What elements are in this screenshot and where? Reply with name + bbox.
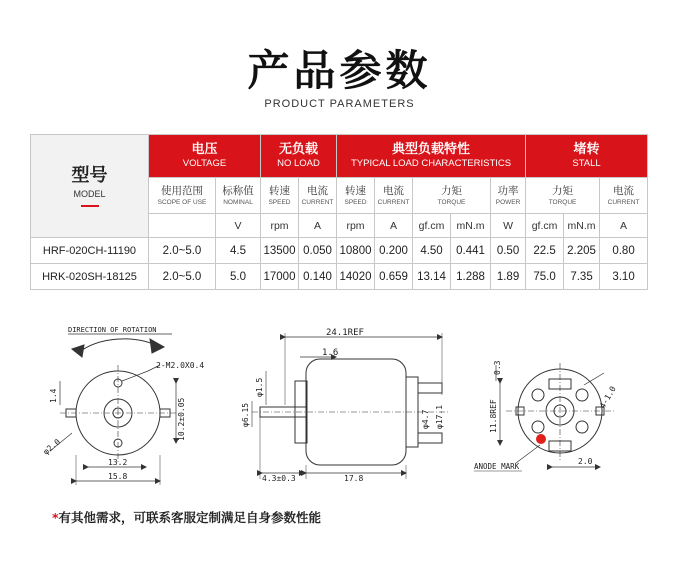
typical-load-header — [337, 135, 526, 178]
table-cell: 0.140 — [299, 264, 337, 290]
terminal-bottom — [418, 433, 442, 443]
table-cell: 2.0~5.0 — [149, 238, 216, 264]
dim-0-3: 0.3 — [493, 360, 502, 375]
dim-phi1-5: φ1.5 — [255, 377, 264, 397]
sub-header-torque — [413, 178, 491, 214]
dim-phi2: φ2.0 — [41, 437, 63, 457]
dim-phi4-7: φ4.7 — [421, 409, 430, 429]
terminal-top — [418, 383, 442, 393]
unit-cell: V — [216, 214, 261, 238]
no-load-header-en: NO LOAD — [277, 158, 320, 169]
model-header-cell — [31, 135, 149, 238]
note-text: 有其他需求，可联系客服定制满足自身参数性能 — [58, 510, 322, 525]
stall-header-cn: 堵转 — [573, 142, 600, 157]
model-header-cn: 型号 — [71, 165, 108, 186]
brush-hole — [576, 389, 588, 401]
sub-cn: 电流 — [307, 184, 328, 197]
rotation-label: DIRECTION OF ROTATION — [68, 326, 157, 334]
sub-header-stall-torque — [526, 178, 600, 214]
anode-mark-dot — [536, 434, 546, 444]
sub-cn: 转速 — [269, 184, 290, 197]
sub-cn: 力矩 — [441, 184, 463, 197]
sub-en: SPEED — [268, 198, 291, 206]
table-cell: 13.14 — [413, 264, 451, 290]
sub-cn: 电流 — [613, 184, 635, 197]
table-cell: 2.0~5.0 — [149, 264, 216, 290]
table-cell: 22.5 — [526, 238, 564, 264]
group-header-row — [31, 135, 648, 178]
unit-cell: mN.m — [564, 214, 600, 238]
sub-en: CURRENT — [607, 198, 640, 206]
unit-cell: A — [375, 214, 413, 238]
table-cell: 0.441 — [451, 238, 491, 264]
dim-1-4: 1.4 — [49, 388, 58, 403]
brush-hole — [532, 389, 544, 401]
sub-cn: 力矩 — [552, 184, 574, 197]
unit-cell: mN.m — [451, 214, 491, 238]
dim-4-3: 4.3±0.3 — [262, 474, 296, 483]
dim-1-6: 1.6 — [322, 348, 339, 358]
table-cell: 0.50 — [491, 238, 526, 264]
unit-cell — [149, 214, 216, 238]
anode-mark-label: ANODE MARK — [474, 462, 520, 471]
technical-drawing — [0, 305, 679, 495]
dim-11-8: 11.8REF — [489, 399, 498, 433]
model-cell: HRK-020SH-18125 — [31, 264, 149, 290]
no-load-header — [261, 135, 337, 178]
unit-cell: A — [299, 214, 337, 238]
typical-header-cn: 典型负载特性 — [392, 142, 471, 157]
sub-header-power — [491, 178, 526, 214]
unit-cell: rpm — [261, 214, 299, 238]
voltage-header-en: VOLTAGE — [182, 158, 227, 169]
table-cell: 1.288 — [451, 264, 491, 290]
dim-4-1: 4-1.0 — [597, 384, 618, 410]
sub-en: SPEED — [344, 198, 367, 206]
sub-en: CURRENT — [301, 198, 334, 206]
rear-view — [474, 360, 618, 471]
sub-cn: 转速 — [345, 184, 367, 197]
dim-17-8: 17.8 — [344, 474, 364, 483]
brush-hole — [576, 421, 588, 433]
table-cell: 2.205 — [564, 238, 600, 264]
table-cell: 17000 — [261, 264, 299, 290]
table-cell: 4.5 — [216, 238, 261, 264]
dim-24-1: 24.1REF — [326, 328, 364, 338]
table-cell: 0.659 — [375, 264, 413, 290]
stall-header — [526, 135, 648, 178]
typical-header-en: TYPICAL LOAD CHARACTERISTICS — [350, 158, 512, 169]
dim-phi17-1: φ17.1 — [435, 404, 444, 429]
unit-cell: rpm — [337, 214, 375, 238]
side-view — [241, 328, 450, 483]
dim-15-8: 15.8 — [108, 472, 128, 481]
sub-header-load-speed — [337, 178, 375, 214]
table-cell: 5.0 — [216, 264, 261, 290]
anode-leader — [516, 445, 540, 463]
stall-header-en: STALL — [572, 158, 601, 169]
rotation-arc — [78, 339, 160, 353]
table-cell: 0.050 — [299, 238, 337, 264]
page-title: 产品参数 — [247, 46, 432, 95]
front-view — [42, 326, 205, 485]
sub-header-load-current — [375, 178, 413, 214]
note-asterisk: * — [52, 510, 59, 525]
sub-en: CURRENT — [377, 198, 410, 206]
table-cell: 13500 — [261, 238, 299, 264]
custom-note — [52, 508, 321, 526]
unit-cell: A — [600, 214, 648, 238]
rotation-arrow-left — [72, 345, 84, 357]
sub-header-stall-current — [600, 178, 648, 214]
sub-cn: 电流 — [383, 184, 405, 197]
spec-table — [30, 134, 648, 290]
dim-13-2: 13.2 — [108, 458, 128, 467]
sub-header-speed — [261, 178, 299, 214]
table-cell: 75.0 — [526, 264, 564, 290]
table-row — [31, 264, 648, 290]
no-load-header-cn: 无负载 — [279, 142, 319, 157]
brush-hole — [532, 421, 544, 433]
sub-en: TORQUE — [548, 198, 577, 206]
sub-cn: 功率 — [497, 184, 519, 197]
table-cell: 10800 — [337, 238, 375, 264]
table-cell: 3.10 — [600, 264, 648, 290]
model-cell: HRF-020CH-11190 — [31, 238, 149, 264]
model-underline — [81, 205, 99, 207]
dim-2-0: 2.0 — [578, 457, 593, 466]
table-cell: 4.50 — [413, 238, 451, 264]
unit-cell: W — [491, 214, 526, 238]
model-header-en: MODEL — [73, 189, 106, 199]
sub-en: POWER — [495, 198, 521, 206]
dim-phi6-15: φ6.15 — [241, 402, 250, 427]
dim-10-2: 10.2±0.05 — [177, 397, 186, 441]
sub-header-nominal — [216, 178, 261, 214]
unit-cell: gf.cm — [413, 214, 451, 238]
sub-header-current — [299, 178, 337, 214]
table-cell: 1.89 — [491, 264, 526, 290]
sub-header-range — [149, 178, 216, 214]
page-subtitle: PRODUCT PARAMETERS — [264, 98, 415, 110]
voltage-header — [149, 135, 261, 178]
sub-cn: 使用范围 — [161, 184, 203, 197]
table-row — [31, 238, 648, 264]
unit-cell: gf.cm — [526, 214, 564, 238]
voltage-header-cn: 电压 — [191, 142, 218, 157]
sub-cn: 标称值 — [222, 184, 254, 197]
table-cell: 14020 — [337, 264, 375, 290]
table-cell: 7.35 — [564, 264, 600, 290]
table-cell: 0.200 — [375, 238, 413, 264]
table-cell: 0.80 — [600, 238, 648, 264]
rotation-arrow-right — [150, 339, 164, 353]
sub-en: TORQUE — [437, 198, 466, 206]
screw-dim-label: 2-M2.0X0.4 — [156, 361, 205, 370]
sub-en: SCOPE OF USE — [157, 198, 207, 206]
sub-en: NOMINAL — [223, 198, 253, 206]
